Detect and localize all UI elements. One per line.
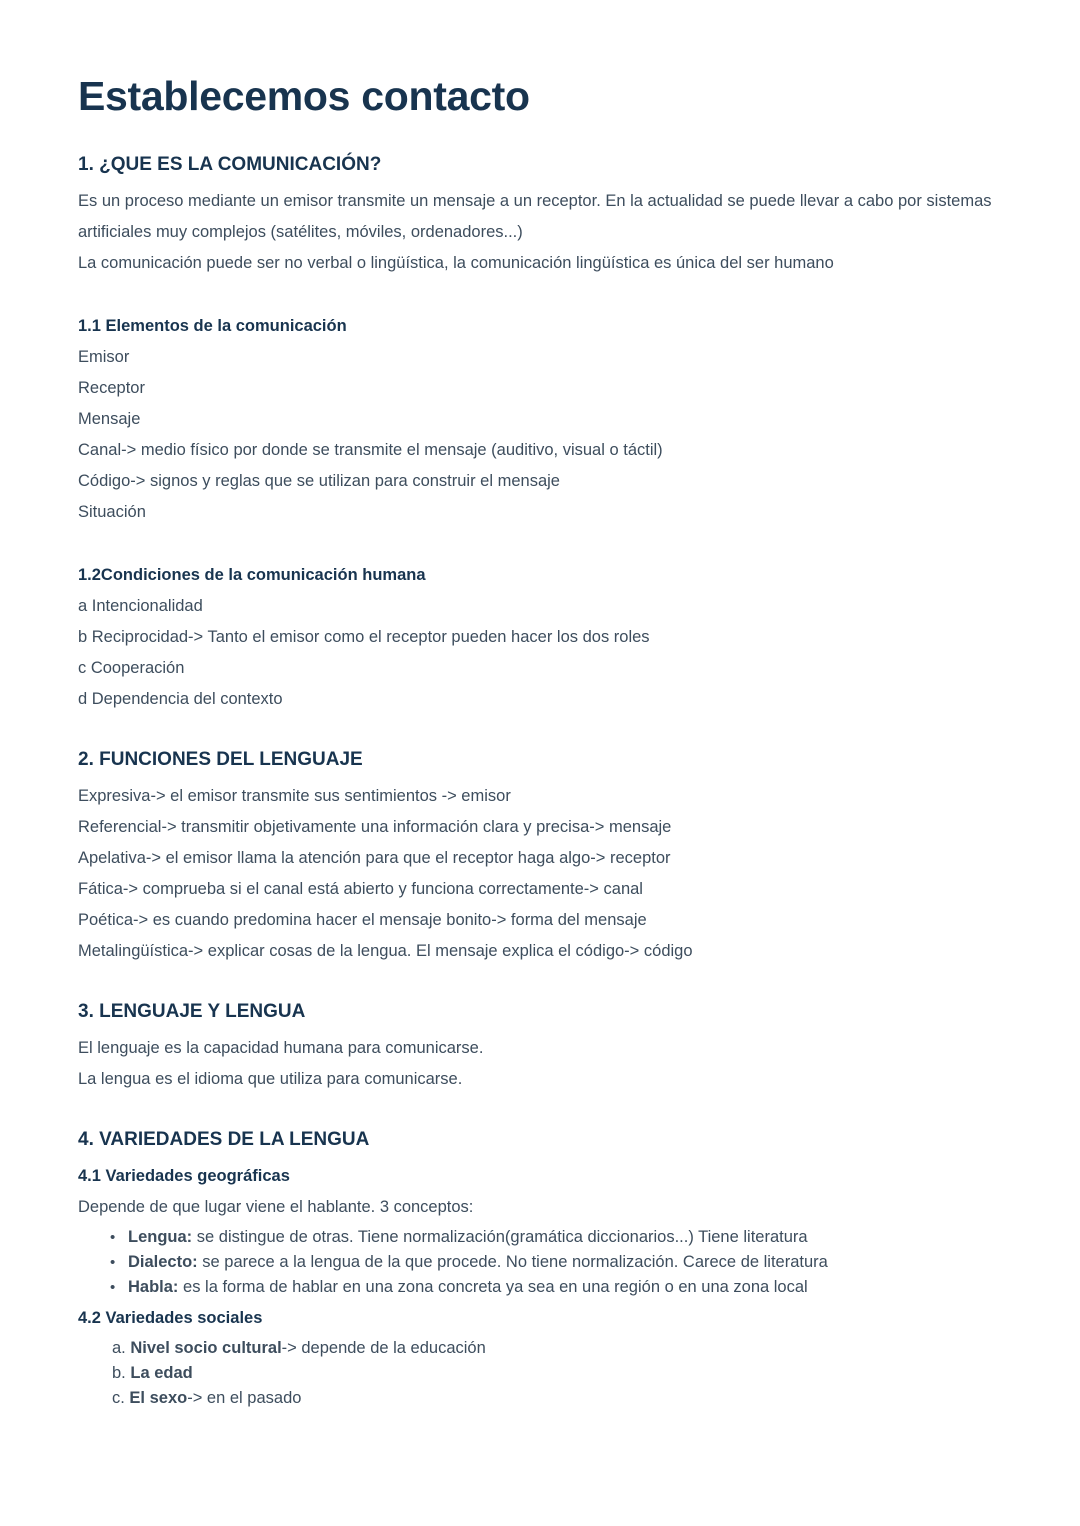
subsection-1-2-heading: 1.2Condiciones de la comunicación humana [78, 566, 426, 584]
section-2-heading: 2. FUNCIONES DEL LENGUAJE [78, 749, 363, 770]
text-line: Fática-> comprueba si el canal está abierto y funciona correctamente-> canal [78, 880, 643, 898]
bullet-icon: • [110, 1279, 116, 1296]
bullet-list [78, 1225, 1008, 1300]
list-item [112, 1361, 1008, 1386]
list-item-text [128, 1225, 808, 1250]
term-definition: -> depende de la educación [281, 1339, 486, 1357]
text-line: b Reciprocidad-> Tanto el emisor como el receptor pueden hacer los dos roles [78, 628, 650, 646]
subsection-1-1-heading: 1.1 Elementos de la comunicación [78, 317, 347, 335]
text-line: Situación [78, 503, 146, 521]
text-line: Mensaje [78, 410, 141, 428]
list-item [110, 1225, 1008, 1250]
page-title: Establecemos contacto [78, 73, 530, 119]
paragraph: Depende de que lugar viene el hablante. 3 conceptos: [78, 1198, 474, 1216]
text-line: Apelativa-> el emisor llama la atención para que el receptor haga algo-> receptor [78, 849, 671, 867]
list-item [110, 1275, 1008, 1300]
term: Habla: [128, 1278, 179, 1296]
text-line: Expresiva-> el emisor transmite sus sentimientos -> emisor [78, 787, 511, 805]
text-line: Emisor [78, 348, 130, 366]
term-definition: se distingue de otras. Tiene normalización(gramática diccionarios...) Tiene literatura [192, 1228, 808, 1246]
text-line: Código-> signos y reglas que se utilizan para construir el mensaje [78, 472, 560, 490]
term: Nivel socio cultural [130, 1339, 282, 1357]
list-item-text [128, 1250, 828, 1275]
text-line: c Cooperación [78, 659, 185, 677]
text-line: Referencial-> transmitir objetivamente una información clara y precisa-> mensaje [78, 818, 672, 836]
text-line: El lenguaje es la capacidad humana para comunicarse. [78, 1039, 484, 1057]
text-line: Canal-> medio físico por donde se transmite el mensaje (auditivo, visual o táctil) [78, 441, 663, 459]
item-prefix: a. [112, 1339, 131, 1357]
term: Dialecto: [128, 1253, 198, 1271]
term: La edad [130, 1364, 193, 1382]
text-line: d Dependencia del contexto [78, 690, 283, 708]
bullet-icon: • [110, 1254, 116, 1271]
section-3-heading: 3. LENGUAJE Y LENGUA [78, 1001, 306, 1022]
text-line: La lengua es el idioma que utiliza para comunicarse. [78, 1070, 463, 1088]
bullet-icon: • [110, 1229, 116, 1246]
subsection-4-2-heading: 4.2 Variedades sociales [78, 1309, 263, 1327]
item-prefix: b. [112, 1364, 131, 1382]
subsection-4-1-heading: 4.1 Variedades geográficas [78, 1167, 290, 1185]
term-definition: es la forma de hablar en una zona concreta ya sea en una región o en una zona local [178, 1278, 808, 1296]
text-line: a Intencionalidad [78, 597, 203, 615]
term: El sexo [129, 1389, 188, 1407]
term: Lengua: [128, 1228, 193, 1246]
text-line: Receptor [78, 379, 145, 397]
lettered-list [78, 1336, 1008, 1411]
term-definition: se parece a la lengua de la que procede. No tiene normalización. Carece de literatura [197, 1253, 828, 1271]
list-item [110, 1250, 1008, 1275]
section-1-heading: 1. ¿QUE ES LA COMUNICACIÓN? [78, 154, 382, 175]
list-item-text [128, 1275, 808, 1300]
text-line: Poética-> es cuando predomina hacer el mensaje bonito-> forma del mensaje [78, 911, 647, 929]
section-4-heading: 4. VARIEDADES DE LA LENGUA [78, 1129, 370, 1150]
text-line: Metalingüística-> explicar cosas de la lengua. El mensaje explica el código-> código [78, 942, 693, 960]
item-prefix: c. [112, 1389, 130, 1407]
paragraph: La comunicación puede ser no verbal o lingüística, la comunicación lingüística es única del ser humano [78, 254, 834, 272]
paragraph: Es un proceso mediante un emisor transmite un mensaje a un receptor. En la actualidad se puede llevar a cabo por sistemas artificiales muy complejos (satélites, móviles, ordenadores...) [78, 192, 992, 241]
list-item [112, 1336, 1008, 1361]
term-definition: -> en el pasado [187, 1389, 302, 1407]
list-item [112, 1386, 1008, 1411]
